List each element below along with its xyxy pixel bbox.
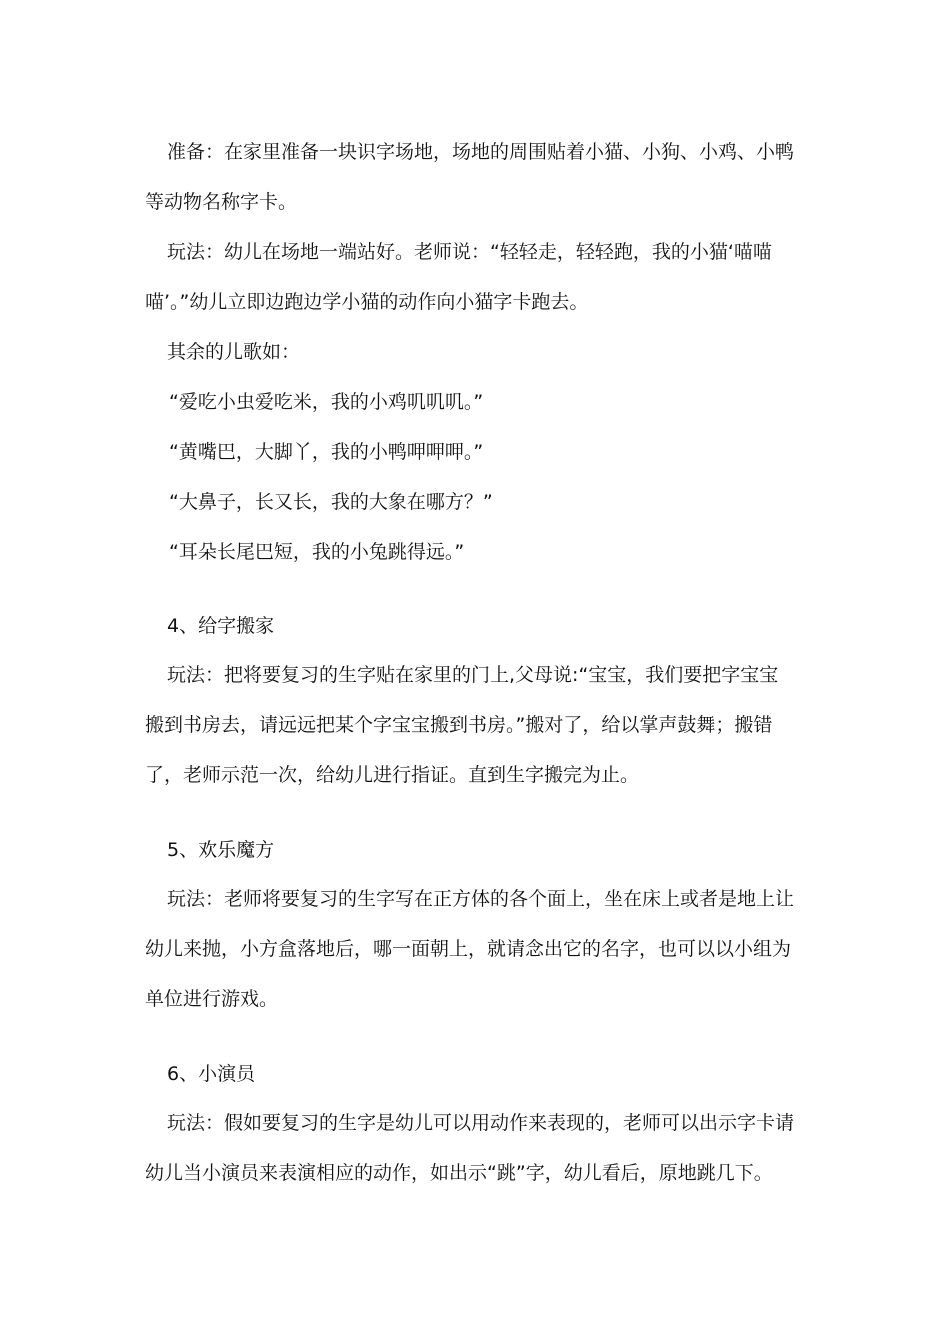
rhyme-line: “爱吃小虫爱吃米，我的小鸡叽叽叽。” — [169, 391, 484, 413]
section6-heading: 6、小演员 — [167, 1063, 256, 1085]
section4-heading: 4、给字搬家 — [167, 615, 275, 637]
section4-line-2: 搬到书房去，请远远把某个字宝宝搬到书房。”搬对了，给以掌声鼓舞；搬错 — [145, 714, 773, 736]
rhymes-intro: 其余的儿歌如： — [167, 341, 301, 363]
rhyme-line: “大鼻子，长又长，我的大象在哪方？” — [169, 491, 493, 513]
section4-line-1: 玩法：把将要复习的生字贴在家里的门上,父母说:“宝宝，我们要把字宝宝 — [167, 664, 779, 686]
rhyme-line: “黄嘴巴，大脚丫，我的小鸭呷呷呷。” — [169, 441, 484, 463]
play1-line-2: 喵’。”幼儿立即边跑边学小猫的动作向小猫字卡跑去。 — [145, 291, 589, 313]
section5-heading: 5、欢乐魔方 — [167, 839, 275, 861]
section6-line-2: 幼儿当小演员来表演相应的动作，如出示“跳”字，幼儿看后，原地跳几下。 — [145, 1162, 773, 1184]
rhyme-line: “耳朵长尾巴短，我的小兔跳得远。” — [169, 541, 465, 563]
section5-line-3: 单位进行游戏。 — [145, 988, 279, 1010]
prep-line-2: 等动物名称字卡。 — [145, 191, 298, 213]
section5-line-2: 幼儿来抛，小方盒落地后，哪一面朝上，就请念出它的名字，也可以以小组为 — [145, 938, 792, 960]
section6-line-1: 玩法：假如要复习的生字是幼儿可以用动作来表现的，老师可以出示字卡请 — [167, 1112, 795, 1134]
prep-line-1: 准备：在家里准备一块识字场地，场地的周围贴着小猫、小狗、小鸡、小鸭 — [167, 141, 795, 163]
section5-line-1: 玩法：老师将要复习的生字写在正方体的各个面上，坐在床上或者是地上让 — [167, 888, 795, 910]
play1-line-1: 玩法：幼儿在场地一端站好。老师说：“轻轻走，轻轻跑，我的小猫‘喵喵 — [167, 241, 772, 263]
section4-line-3: 了，老师示范一次，给幼儿进行指证。直到生字搬完为止。 — [145, 764, 640, 786]
